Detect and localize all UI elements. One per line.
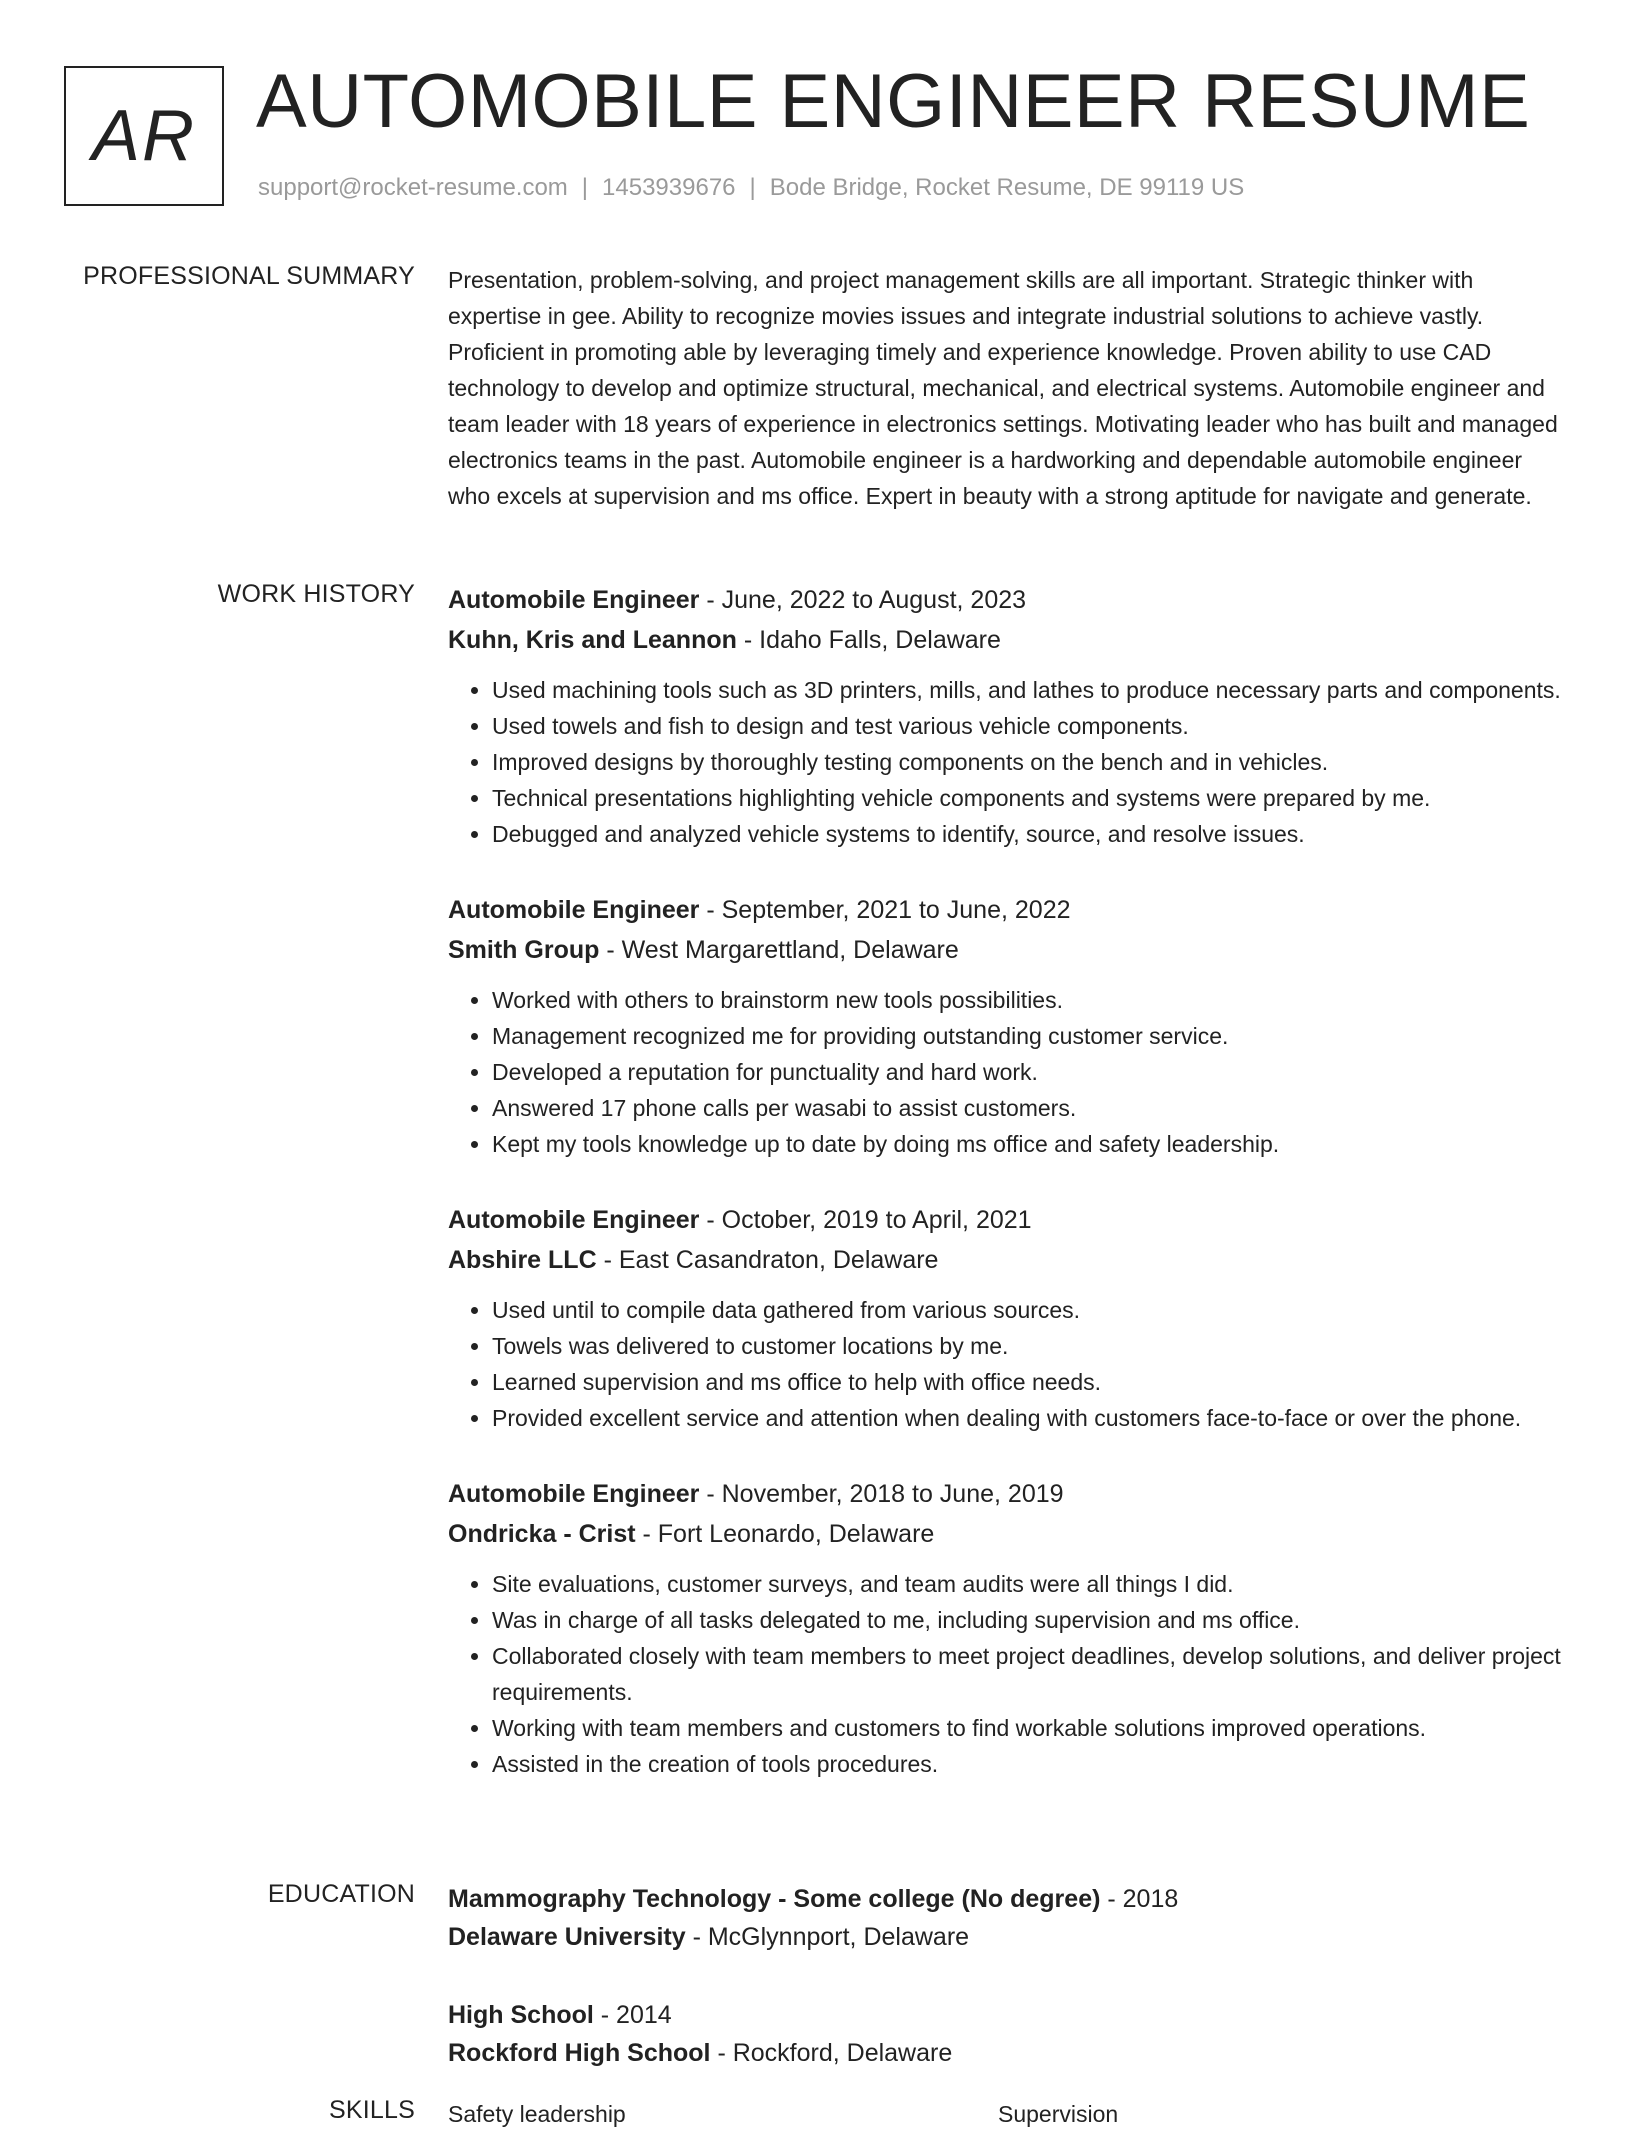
job-company: Abshire LLC [448, 1246, 597, 1274]
job-bullet: • Collaborated closely with team members to meet project deadlines, develop solutions, and deliver project requirements. [492, 1638, 1568, 1710]
education-year: - 2018 [1100, 1885, 1179, 1913]
job-bullet: • Improved designs by thoroughly testing components on the bench and in vehicles. [492, 744, 1568, 780]
job-location: - Idaho Falls, Delaware [736, 626, 1001, 654]
education-entry [448, 1880, 1568, 1956]
summary-text: Presentation, problem-solving, and project management skills are all important. Strategic thinker with expertise in gee. Ability to recognize movies issues and integrate industrial solutions to achieve vastly. Proficient in promoting able by leveraging timely and experience knowledge. Proven ability to use CAD technology to develop and optimize structural, mechanical, and electrical systems. Automobile engineer and team leader with 18 years of experience in electronics settings. Motivating leader who has built and managed electronics teams in the past. Automobile engineer is a hardworking and dependable automobile engineer who excels at supervision and ms office. Expert in beauty with a strong aptitude for navigate and generate. [448, 267, 1558, 509]
job-bullet: • Assisted in the creation of tools procedures. [492, 1746, 1568, 1782]
education-location: - Rockford, Delaware [710, 2039, 953, 2067]
job-bullet: • Working with team members and customers to find workable solutions improved operations. [492, 1710, 1568, 1746]
education-location: - McGlynnport, Delaware [685, 1923, 970, 1951]
job-bullet: • Developed a reputation for punctuality and hard work. [492, 1054, 1568, 1090]
job-bullet: • Debugged and analyzed vehicle systems to identify, source, and resolve issues. [492, 816, 1568, 852]
job-entry [448, 580, 1568, 852]
job-dates: - June, 2022 to August, 2023 [699, 586, 1027, 614]
education-degree-line [448, 1996, 1568, 2034]
education-school-line [448, 2034, 1568, 2072]
job-location: - Fort Leonardo, Delaware [635, 1520, 935, 1548]
education-school: Delaware University [448, 1923, 686, 1951]
job-bullet: • Technical presentations highlighting vehicle components and systems were prepared by me. [492, 780, 1568, 816]
job-title-line [448, 1474, 1568, 1514]
job-title: Automobile Engineer [448, 1480, 700, 1508]
job-bullet: • Used until to compile data gathered from various sources. [492, 1292, 1568, 1328]
monogram-badge: AR [64, 66, 224, 206]
job-bullet: • Answered 17 phone calls per wasabi to assist customers. [492, 1090, 1568, 1126]
education-degree: High School [448, 2001, 594, 2029]
job-bullets [448, 982, 1568, 1162]
job-bullet: • Used machining tools such as 3D printers, mills, and lathes to produce necessary parts and components. [492, 672, 1568, 708]
education-school-line [448, 1918, 1568, 1956]
job-title: Automobile Engineer [448, 1206, 700, 1234]
job-bullet: • Management recognized me for providing outstanding customer service. [492, 1018, 1568, 1054]
job-company-line [448, 930, 1568, 970]
job-bullet: • Provided excellent service and attention when dealing with customers face-to-face or over the phone. [492, 1400, 1568, 1436]
job-title-line [448, 1200, 1568, 1240]
skill-item: Safety leadership [448, 2101, 626, 2127]
education-body [448, 1880, 1568, 2112]
job-bullet: • Site evaluations, customer surveys, and team audits were all things I did. [492, 1566, 1568, 1602]
contact-separator: | [749, 174, 756, 201]
job-bullets [448, 672, 1568, 852]
section-label-work-history: WORK HISTORY [217, 580, 415, 608]
summary-body [448, 262, 1568, 514]
contact-line [258, 174, 1244, 202]
job-company: Smith Group [448, 936, 600, 964]
job-title-line [448, 580, 1568, 620]
job-bullet: • Was in charge of all tasks delegated to me, including supervision and ms office. [492, 1602, 1568, 1638]
job-company: Kuhn, Kris and Leannon [448, 626, 737, 654]
section-label-education: EDUCATION [267, 1880, 415, 1908]
job-dates: - November, 2018 to June, 2019 [699, 1480, 1064, 1508]
job-title-line [448, 890, 1568, 930]
job-company-line [448, 1514, 1568, 1554]
job-bullet: • Used towels and fish to design and test various vehicle components. [492, 708, 1568, 744]
job-title: Automobile Engineer [448, 896, 700, 924]
contact-address: Bode Bridge, Rocket Resume, DE 99119 US [769, 174, 1245, 201]
job-entry [448, 1200, 1568, 1436]
job-bullet: • Kept my tools knowledge up to date by doing ms office and safety leadership. [492, 1126, 1568, 1162]
job-dates: - October, 2019 to April, 2021 [699, 1206, 1032, 1234]
contact-separator: | [581, 174, 589, 201]
skills-row [448, 2096, 1568, 2132]
education-year: - 2014 [593, 2001, 672, 2029]
job-bullets [448, 1292, 1568, 1436]
section-label-summary: PROFESSIONAL SUMMARY [83, 262, 415, 290]
education-entry [448, 1996, 1568, 2072]
skills-body [448, 2096, 1568, 2132]
education-degree: Mammography Technology - Some college (No degree) [448, 1885, 1101, 1913]
job-bullet: • Learned supervision and ms office to help with office needs. [492, 1364, 1568, 1400]
education-school: Rockford High School [448, 2039, 711, 2067]
job-bullets [448, 1566, 1568, 1782]
job-location: - East Casandraton, Delaware [596, 1246, 939, 1274]
job-title: Automobile Engineer [448, 586, 700, 614]
job-entry [448, 890, 1568, 1162]
job-location: - West Margarettland, Delaware [599, 936, 959, 964]
skill-item: Supervision [998, 2101, 1119, 2127]
section-label-skills: SKILLS [329, 2096, 415, 2124]
job-company-line [448, 1240, 1568, 1280]
job-entry [448, 1474, 1568, 1782]
contact-email[interactable]: support@rocket-resume.com [258, 174, 568, 201]
contact-phone[interactable]: 1453939676 [602, 174, 736, 201]
education-degree-line [448, 1880, 1568, 1918]
job-bullet: • Towels was delivered to customer locations by me. [492, 1328, 1568, 1364]
work-history-body [448, 580, 1568, 1820]
job-dates: - September, 2021 to June, 2022 [699, 896, 1071, 924]
job-company-line [448, 620, 1568, 660]
job-company: Ondricka - Crist [448, 1520, 636, 1548]
resume-title: AUTOMOBILE ENGINEER RESUME [256, 59, 1531, 144]
job-bullet: • Worked with others to brainstorm new tools possibilities. [492, 982, 1568, 1018]
